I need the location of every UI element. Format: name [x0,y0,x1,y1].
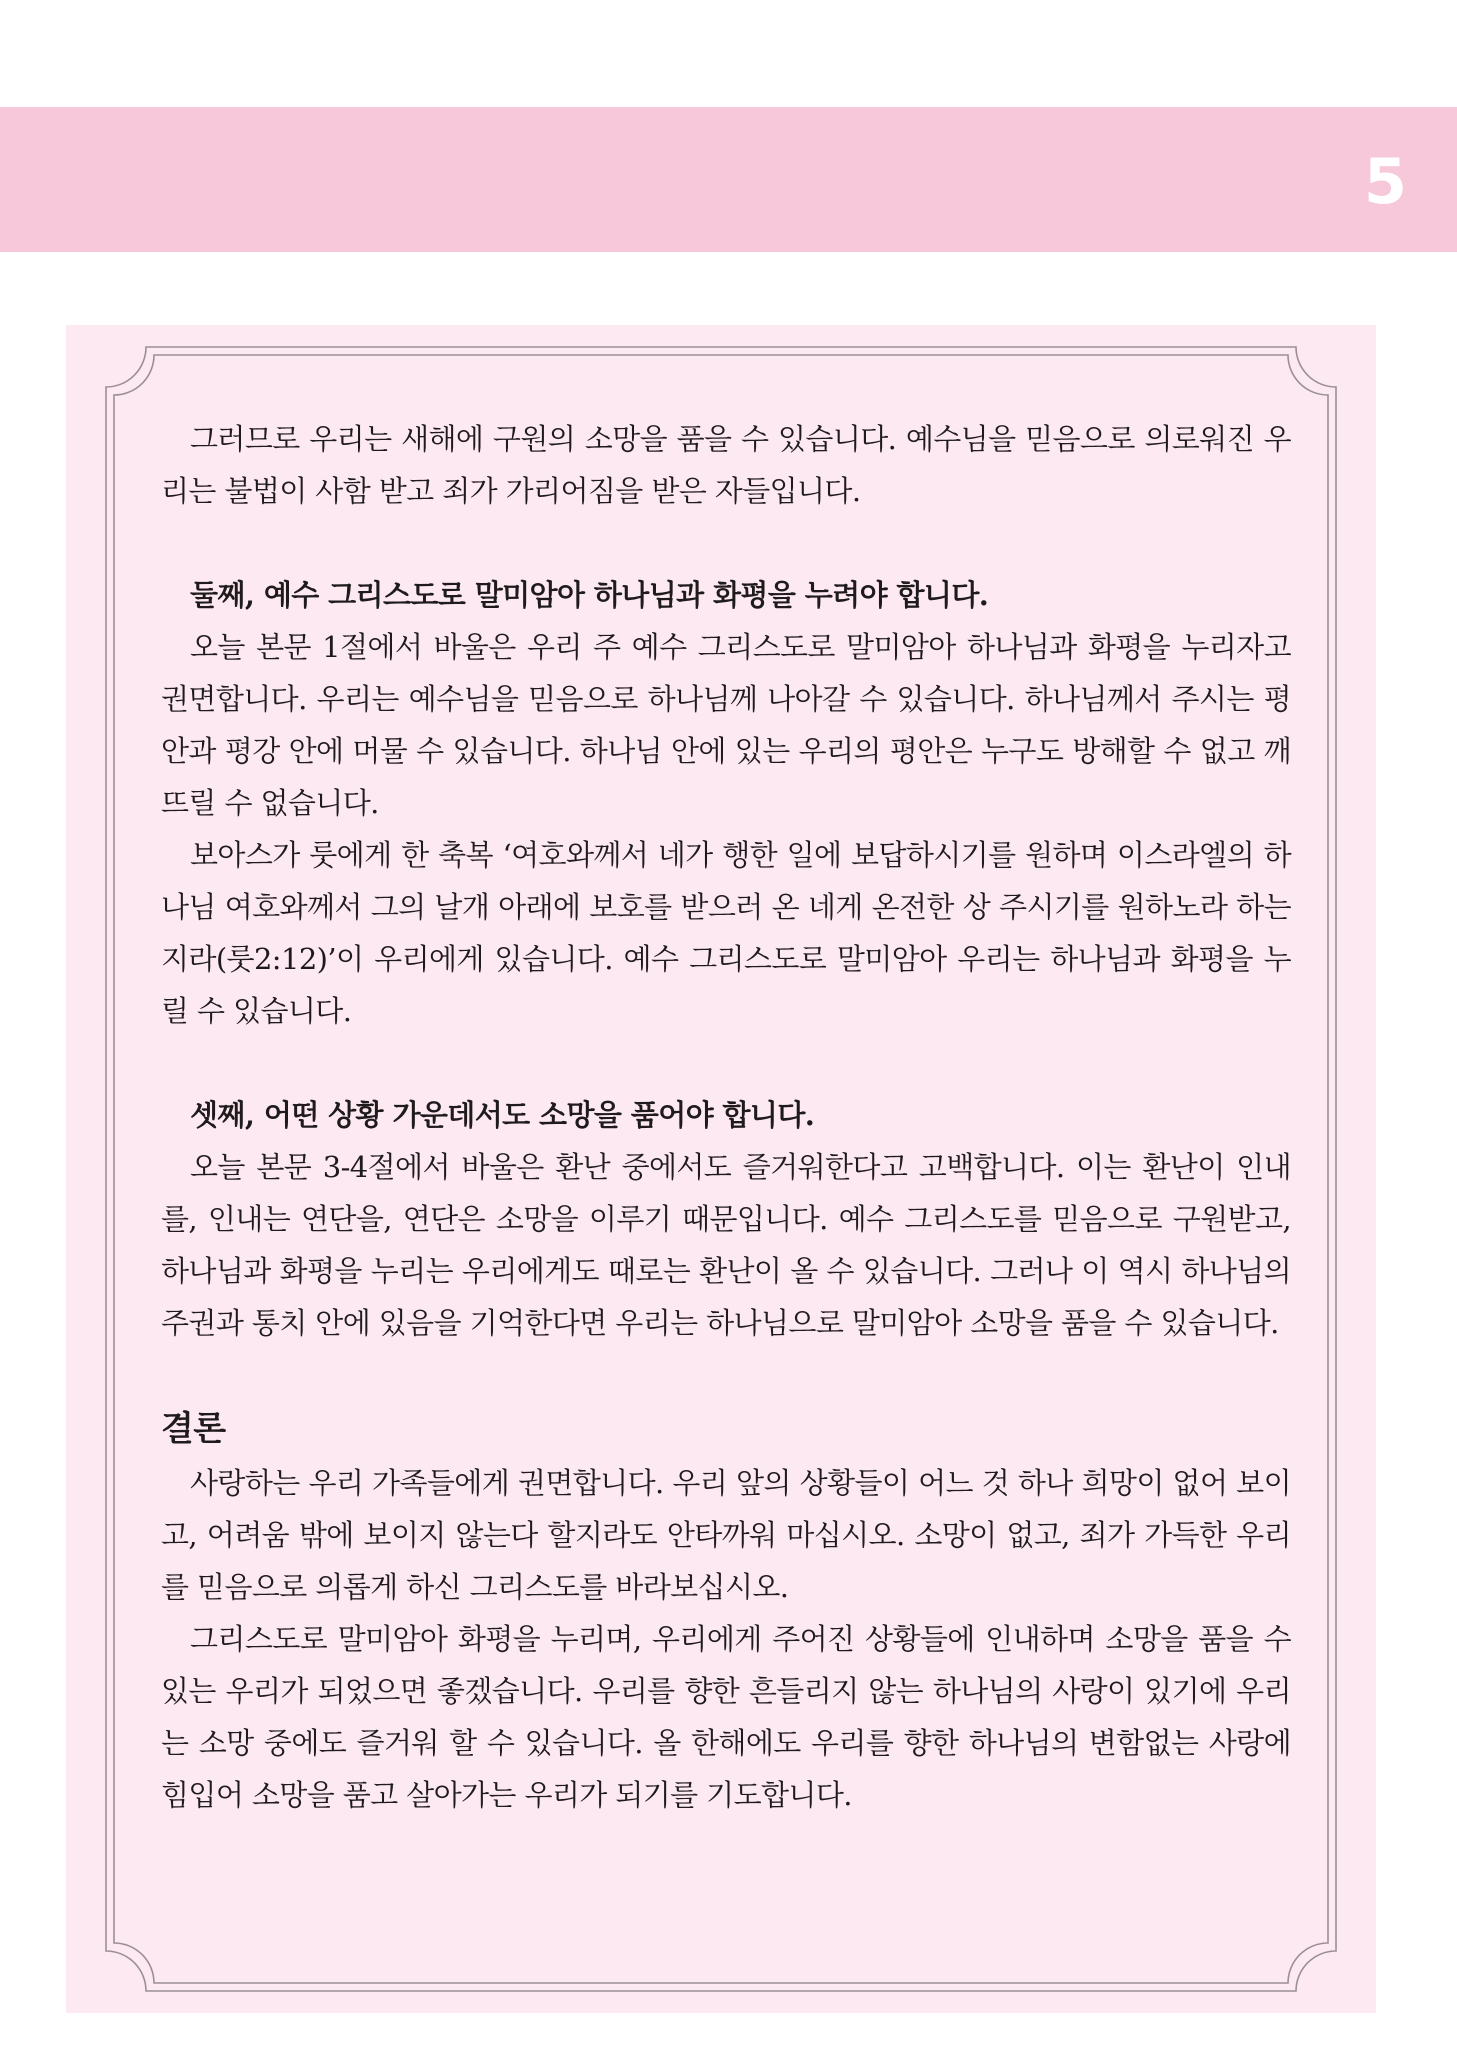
header-band [0,107,1457,252]
page-number: 5 [1363,145,1407,218]
paragraph-3: 보아스가 룻에게 한 축복 ‘여호와께서 네가 행한 일에 보답하시기를 원하며 이스라엘의 하나님 여호와께서 그의 날개 아래에 보호를 받으러 온 네게 온전한 상 주시기를 원하노라 하는지라(룻2:12)’이 우리에게 있습니다. 예수 그리스도로 말미암아 우리는 하나님과 화평을 누릴 수 있습니다. [161,838,1291,1028]
paragraph-6: 그리스도로 말미암아 화평을 누리며, 우리에게 주어진 상황들에 인내하며 소망을 품을 수 있는 우리가 되었으면 좋겠습니다. 우리를 향한 흔들리지 않는 하나님의 사랑이 있기에 우리는 소망 중에도 즐거워 할 수 있습니다. 올 한해에도 우리를 향한 하나님의 변함없는 사랑에 힘입어 소망을 품고 살아가는 우리가 되기를 기도합니다. [161,1622,1291,1812]
conclusion-title: 결론 [161,1409,226,1449]
paragraph-4: 오늘 본문 3-4절에서 바울은 환난 중에서도 즐거워한다고 고백합니다. 이는 환난이 인내를, 인내는 연단을, 연단은 소망을 이루기 때문입니다. 예수 그리스도를 믿음으로 구원받고, 하나님과 화평을 누리는 우리에게도 때로는 환난이 올 수 있습니다. 그러나 이 역시 하나님의 주권과 통치 안에 있음을 기억한다면 우리는 하나님으로 말미암아 소망을 품을 수 있습니다. [161,1150,1291,1340]
heading-second: 둘째, 예수 그리스도로 말미암아 하나님과 화평을 누려야 합니다. [190,578,989,612]
heading-third: 셋째, 어떤 상황 가운데서도 소망을 품어야 합니다. [190,1098,815,1132]
paragraph-5: 사랑하는 우리 가족들에게 권면합니다. 우리 앞의 상황들이 어느 것 하나 희망이 없어 보이고, 어려움 밖에 보이지 않는다 할지라도 안타까워 마십시오. 소망이 없고, 죄가 가득한 우리를 믿음으로 의롭게 하신 그리스도를 바라보십시오. [161,1466,1291,1604]
content-panel [66,325,1376,2013]
article-body [161,413,1291,1821]
spacer [161,1037,1291,1089]
spacer [161,517,1291,569]
paragraph-1: 그러므로 우리는 새해에 구원의 소망을 품을 수 있습니다. 예수님을 믿음으로 의로워진 우리는 불법이 사함 받고 죄가 가리어짐을 받은 자들입니다. [161,422,1291,508]
spacer [161,1349,1291,1401]
paragraph-2: 오늘 본문 1절에서 바울은 우리 주 예수 그리스도로 말미암아 하나님과 화평을 누리자고 권면합니다. 우리는 예수님을 믿음으로 하나님께 나아갈 수 있습니다. 하나님께서 주시는 평안과 평강 안에 머물 수 있습니다. 하나님 안에 있는 우리의 평안은 누구도 방해할 수 없고 깨뜨릴 수 없습니다. [161,630,1291,820]
